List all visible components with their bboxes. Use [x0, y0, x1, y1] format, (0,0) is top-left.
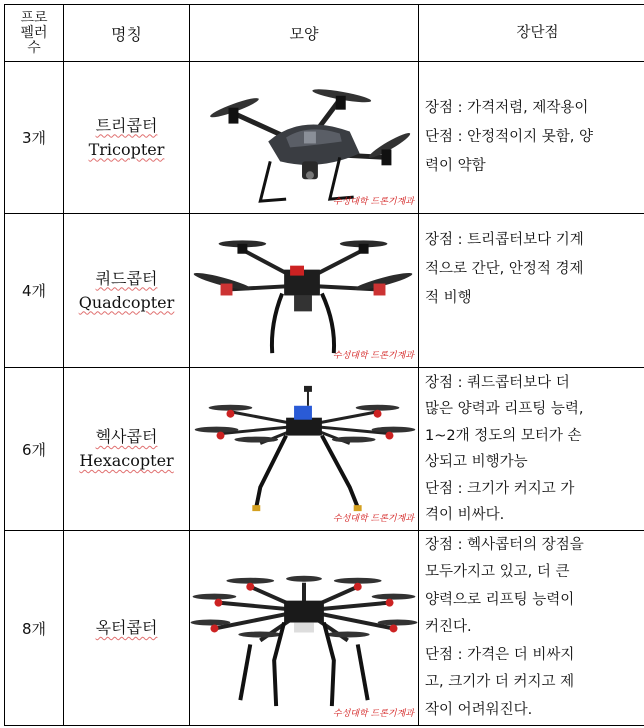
table-row: [5, 214, 644, 368]
header-count-line: 수: [27, 39, 41, 56]
drone-image-cell: [190, 531, 419, 726]
desc-line: 1~2개 정도의 모터가 손: [425, 427, 582, 444]
watermark: 수성대학 드론기계과: [332, 197, 414, 207]
desc-line: 모두가지고 있고, 더 큰: [425, 564, 570, 581]
header-count-line: 펠러: [20, 24, 48, 41]
drone-name-korean: 헥사콥터: [95, 427, 158, 446]
watermark: 수성대학 드론기계과: [332, 514, 414, 524]
drone-name-cell: [64, 531, 190, 726]
desc-line: 격이 비싸다.: [425, 507, 505, 523]
header-pros-cons: 장단점: [419, 5, 644, 62]
pros-cons-cell: [419, 62, 644, 214]
header-shape: 모양: [190, 5, 419, 62]
drone-name-english: Tricopter: [88, 139, 165, 159]
watermark: 수성대학 드론기계과: [332, 709, 414, 719]
drone-name-korean: 트리콥터: [95, 115, 158, 135]
hexacopter-photo-icon: [190, 368, 418, 530]
octocopter-photo-icon: [190, 531, 418, 725]
propeller-count: 6개: [5, 368, 64, 531]
header-row: [5, 5, 644, 62]
desc-line: 적 비행: [425, 290, 472, 306]
desc-line: 상되고 비행가능: [425, 454, 528, 470]
quadcopter-photo-icon: [190, 214, 418, 367]
propeller-count: 4개: [5, 214, 64, 368]
propeller-count: 8개: [5, 531, 64, 726]
desc-line: 단점 : 크기가 커지고 가: [425, 480, 575, 497]
drone-name-english: Hexacopter: [79, 451, 174, 470]
desc-line: 많은 양력과 리프팅 능력,: [425, 401, 584, 417]
desc-line: 장점 : 트리콥터보다 기계: [425, 232, 584, 248]
desc-line: 양력으로 리프팅 능력이: [425, 591, 575, 608]
drone-name-korean: 옥터콥터: [95, 618, 158, 637]
desc-line: 단점 : 가격은 더 비싸지: [425, 646, 575, 663]
drone-image-cell: [190, 214, 419, 368]
drone-image-cell: [190, 62, 419, 214]
desc-line: 단점 : 안정적이지 못함, 양: [425, 129, 594, 145]
desc-line: 력이 약함: [425, 158, 486, 174]
desc-line: 고, 크기가 더 커지고 제: [425, 674, 575, 691]
drone-name-korean: 쿼드콥터: [95, 268, 158, 288]
drone-name-cell: [64, 368, 190, 531]
table-row: [5, 531, 644, 726]
desc-line: 장점 : 헥사콥터의 장점을: [425, 536, 584, 553]
table-row: [5, 62, 644, 214]
drone-name-cell: [64, 62, 190, 214]
desc-line: 장점 : 가격저렴, 제작용이: [425, 100, 589, 116]
propeller-count: 3개: [5, 62, 64, 214]
desc-line: 작이 어려워진다.: [425, 701, 533, 718]
drone-name-english: Quadcopter: [78, 292, 175, 312]
pros-cons-cell: [419, 214, 644, 368]
watermark: 수성대학 드론기계과: [332, 351, 414, 361]
desc-line: 장점 : 쿼드콥터보다 더: [425, 374, 570, 391]
table-row: [5, 368, 644, 531]
tricopter-photo-icon: [190, 62, 418, 213]
header-name: 명칭: [64, 5, 190, 62]
desc-line: 커진다.: [425, 619, 472, 636]
drone-image-cell: [190, 368, 419, 531]
header-propeller-count: [5, 5, 64, 62]
header-count-line: 프로: [20, 9, 48, 26]
drone-name-cell: [64, 214, 190, 368]
desc-line: 적으로 간단, 안정적 경제: [425, 261, 584, 277]
pros-cons-cell: [419, 368, 644, 531]
drone-comparison-table: [4, 4, 644, 726]
pros-cons-cell: [419, 531, 644, 726]
